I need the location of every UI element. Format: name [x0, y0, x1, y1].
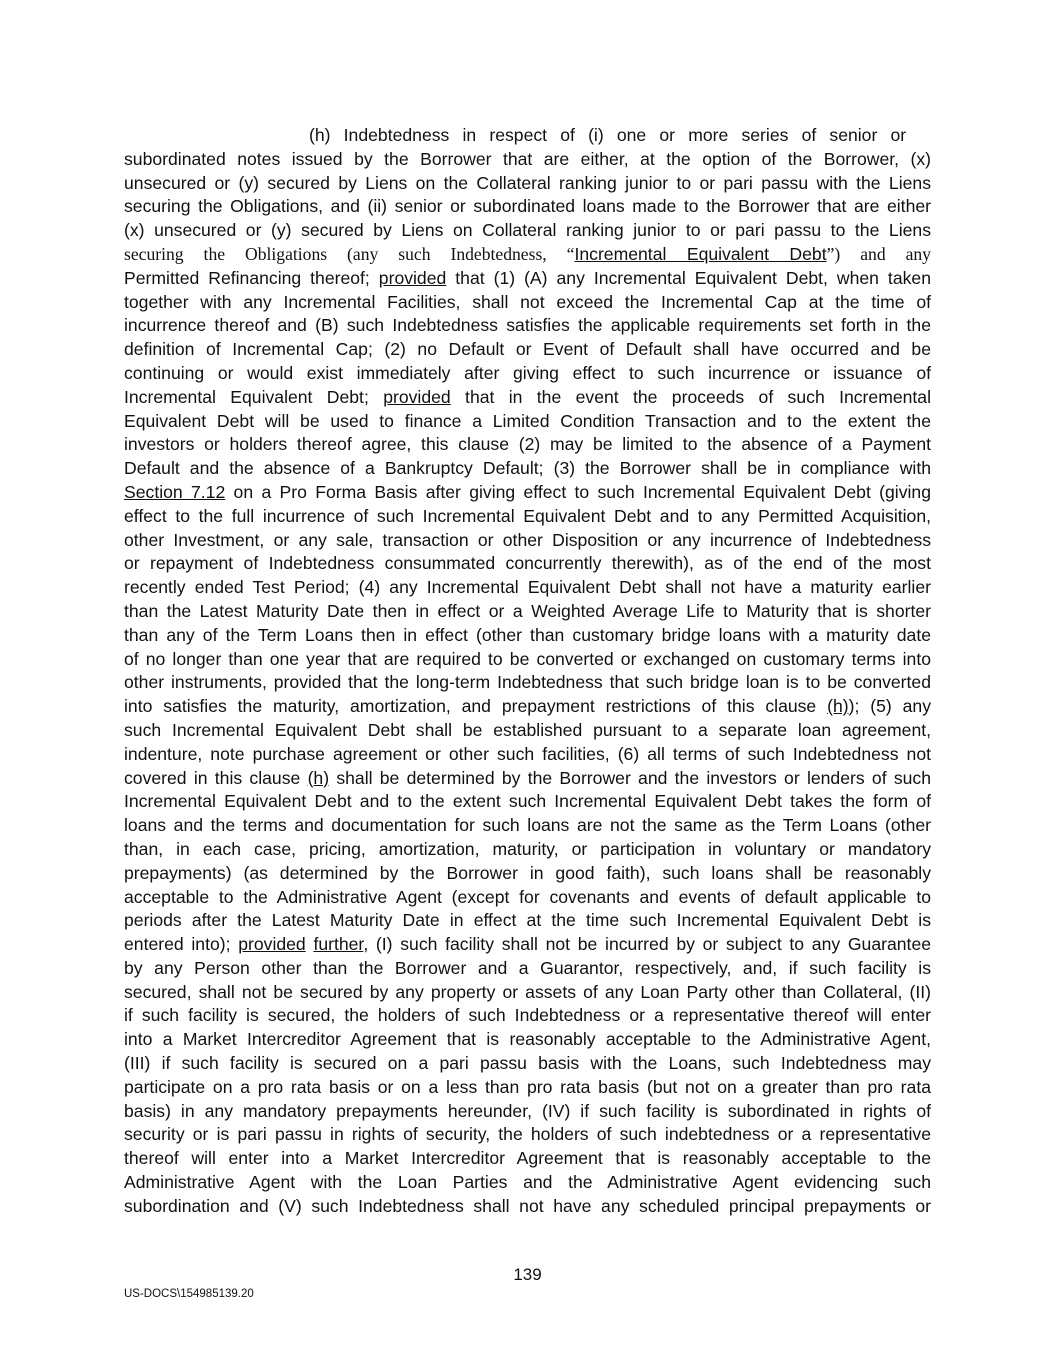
text-line: recently ended Test Period; (4) any Incremental Equivalent Debt shall not have a maturity earlier [124, 577, 931, 598]
text-line: basis) in any mandatory prepayments hereunder, (IV) if such facility is subordinated in rights of [124, 1100, 931, 1121]
text-line: subordination and (V) such Indebtedness shall not have any scheduled principal prepayments or [124, 1195, 931, 1216]
text-line: (x) unsecured or (y) secured by Liens on Collateral ranking junior to or pari passu to the Liens [124, 220, 931, 241]
text-line: Equivalent Debt will be used to finance a Limited Condition Transaction and to the extent the [124, 410, 931, 431]
text-line: incurrence thereof and (B) such Indebtedness satisfies the applicable requirements set forth in the [124, 315, 931, 336]
text-line: than the Latest Maturity Date then in effect or a Weighted Average Life to Maturity that is shorter [124, 600, 931, 621]
text-line [124, 267, 931, 291]
text-line [124, 481, 931, 505]
text-line: Default and the absence of a Bankruptcy Default; (3) the Borrower shall be in compliance with [124, 458, 931, 479]
text-line: other instruments, provided that the long-term Indebtedness that such bridge loan is to be converted [124, 672, 931, 693]
text-line: by any Person other than the Borrower and a Guarantor, respectively, and, if such facility is [124, 957, 931, 978]
page-number: 139 [513, 1265, 542, 1284]
text-line: continuing or would exist immediately after giving effect to such incurrence or issuance of [124, 362, 931, 383]
text-segment: covered in this clause [124, 767, 308, 788]
text-line: than, in each case, pricing, amortization, maturity, or participation in voluntary or mandatory [124, 838, 931, 859]
text-line [124, 386, 931, 410]
text-line: securing the Obligations, and (ii) senior or subordinated loans made to the Borrower that are either [124, 196, 931, 217]
text-line: into a Market Intercreditor Agreement that is reasonably acceptable to the Administrative Agent, [124, 1029, 931, 1050]
text-segment: , (I) such facility shall not be incurred by or subject to any Guarantee [363, 934, 931, 955]
text-segment: Permitted Refinancing thereof; [124, 267, 379, 288]
text-line: thereof will enter into a Market Intercreditor Agreement that is reasonably acceptable to the [124, 1148, 931, 1169]
text-line: secured, shall not be secured by any property or assets of any Loan Party other than Collateral, (II) [124, 981, 931, 1002]
clause-reference: (h) [827, 696, 849, 717]
text-line: participate on a pro rata basis or on a less than pro rata basis (but not on a greater than pro rata [124, 1076, 931, 1097]
text-line: subordinated notes issued by the Borrower that are either, at the option of the Borrower, (x) [124, 148, 931, 169]
text-line: or repayment of Indebtedness consummated concurrently therewith), as of the end of the most [124, 553, 931, 574]
clause-reference: (h) [307, 767, 330, 788]
text-line: loans and the terms and documentation for such loans are not the same as the Term Loans (other [124, 815, 931, 836]
paragraph-h [124, 124, 931, 1219]
text-line: acceptable to the Administrative Agent (except for covenants and events of default applicable to [124, 886, 931, 907]
text-line [124, 695, 931, 719]
text-line: such Incremental Equivalent Debt shall be established pursuant to a separate loan agreement, [124, 719, 931, 740]
defined-term-incremental-equivalent-debt: Incremental Equivalent Debt [574, 243, 827, 264]
text-line: unsecured or (y) secured by Liens on the Collateral ranking junior to or pari passu with the Liens [124, 172, 931, 193]
text-segment: on a Pro Forma Basis after giving effect to such Incremental Equivalent Debt (giving [225, 481, 931, 502]
text-segment: shall be determined by the Borrower and the investors or lenders of such [329, 767, 931, 788]
text-segment: ”) and any [826, 243, 931, 264]
provided-term: provided [383, 386, 451, 407]
text-segment: entered into); [124, 934, 239, 955]
text-line: security or is pari passu in rights of security, the holders of such indebtedness or a representative [124, 1124, 931, 1145]
text-segment: securing the Obligations (any such Indebtedness, “ [124, 243, 575, 264]
text-line: investors or holders thereof agree, this clause (2) may be limited to the absence of a Payment [124, 434, 931, 455]
text-line: together with any Incremental Facilities, shall not exceed the Incremental Cap at the time of [124, 291, 931, 312]
text-line [124, 767, 931, 791]
text-line: (III) if such facility is secured on a pari passu basis with the Loans, such Indebtedness may [124, 1053, 931, 1074]
text-segment: ); (5) any [848, 696, 931, 717]
text-line [124, 933, 931, 957]
text-line: (h) Indebtedness in respect of (i) one or more series of senior or [309, 125, 907, 145]
text-line: prepayments) (as determined by the Borrower in good faith), such loans shall be reasonably [124, 862, 931, 883]
text-segment: Incremental Equivalent Debt; [124, 386, 384, 407]
text-segment: that in the event the proceeds of such Incremental [450, 386, 931, 407]
text-line: than any of the Term Loans then in effect (other than customary bridge loans with a maturity date [124, 624, 931, 645]
text-line: other Investment, or any sale, transaction or other Disposition or any incurrence of Indebtedness [124, 529, 931, 550]
text-line: Administrative Agent with the Loan Parties and the Administrative Agent evidencing such [124, 1172, 931, 1193]
text-line: if such facility is secured, the holders of such Indebtedness or a representative thereof will enter [124, 1005, 931, 1026]
text-line: periods after the Latest Maturity Date in effect at the time such Incremental Equivalent Debt is [124, 910, 931, 931]
text-segment: that (1) (A) any Incremental Equivalent Debt, when taken [446, 267, 931, 288]
text-line: indenture, note purchase agreement or other such facilities, (6) all terms of such Indebtedness not [124, 743, 931, 764]
text-segment: into satisfies the maturity, amortization, and prepayment restrictions of this clause [124, 696, 828, 717]
provided-term: provided [238, 934, 306, 955]
text-line: of no longer than one year that are required to be converted or exchanged on customary terms into [124, 648, 931, 669]
text-line: definition of Incremental Cap; (2) no Default or Event of Default shall have occurred and be [124, 339, 931, 360]
text-line: Incremental Equivalent Debt and to the extent such Incremental Equivalent Debt takes the form of [124, 791, 931, 812]
text-line [124, 243, 931, 267]
further-term: further [313, 934, 364, 955]
text-line: effect to the full incurrence of such Incremental Equivalent Debt and to any Permitted Acquisition, [124, 505, 931, 526]
section-reference-link: Section 7.12 [124, 481, 226, 502]
document-id: US-DOCS\154985139.20 [124, 1288, 254, 1300]
provided-term: provided [378, 267, 447, 288]
